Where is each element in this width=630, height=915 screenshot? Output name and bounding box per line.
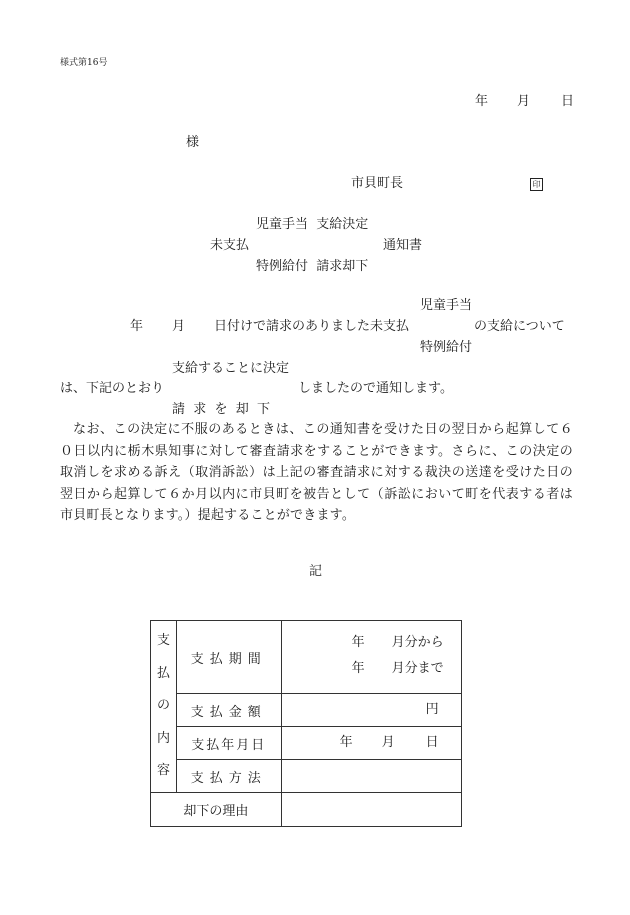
amount-field[interactable] [281, 694, 461, 727]
payment-method-label: 支払方法 [176, 760, 281, 793]
title-line-2-left: 未支払 [210, 238, 250, 253]
payment-details-table [150, 620, 462, 827]
body-option-approve: 支給することに決定 [172, 361, 290, 376]
period-field[interactable] [281, 621, 461, 694]
appeal-notice: なお、この決定に不服のあるときは、この通知書を受けた日の翌日から起算して６０日以内に栃木県知事に対して審査請求をすることができます。さらに、この決定の取消しを求める訴え（取消訴訟）は上記の審査請求に対する裁決の送達を受けた日の翌日から起算して６か月以内に市貝町を被告として（訴訟において町を代表する者は市貝町長となります。）提起することができます。 [60, 422, 573, 523]
body-month: 月 [172, 319, 186, 334]
period-from-year: 年 [351, 635, 365, 650]
body-decision-end: しましたので通知します。 [298, 381, 453, 396]
ki-heading: 記 [309, 564, 323, 579]
seal-glyph: 印 [530, 178, 543, 191]
payment-method-field[interactable] [281, 760, 461, 793]
issuer-title: 市貝町長 [351, 176, 404, 191]
payment-contents-group-label: 支 払 の 内 容 [151, 621, 177, 793]
seal-mark [530, 175, 543, 193]
payment-date-day: 日 [425, 735, 439, 750]
body-option-jidou: 児童手当 [420, 298, 473, 313]
payment-date-field[interactable] [281, 727, 461, 760]
period-to-suffix: 月分まで [391, 661, 444, 676]
body-request-text: 日付けで請求のありました未支払 [214, 319, 410, 334]
date-month: 月 [517, 94, 531, 109]
body-year: 年 [130, 319, 144, 334]
title-line-1: 児童手当 支給決定 [256, 217, 369, 232]
title-line-3: 特例給付 請求却下 [256, 259, 369, 274]
period-label: 支払期間 [176, 621, 281, 694]
body-option-tokurei: 特例給付 [420, 340, 473, 355]
title-line-2-right: 通知書 [383, 238, 423, 253]
payment-date-year: 年 [339, 735, 353, 750]
body-option-reject: 請 求 を 却 下 [172, 402, 271, 417]
amount-unit: 円 [425, 702, 439, 717]
payment-date-month: 月 [381, 735, 395, 750]
body-decision-start: は、下記のとおり [60, 381, 165, 396]
rejection-reason-label: 却下の理由 [151, 793, 282, 827]
period-from-suffix: 月分から [391, 635, 444, 650]
period-to-year: 年 [351, 661, 365, 676]
amount-label: 支払金額 [176, 694, 281, 727]
date-day: 日 [561, 94, 575, 109]
addressee-suffix: 様 [186, 135, 200, 150]
form-number: 様式第16号 [60, 58, 108, 68]
rejection-reason-field[interactable] [281, 793, 461, 827]
date-year: 年 [475, 94, 489, 109]
payment-date-label: 支払年月日 [176, 727, 281, 760]
body-payment-text: の支給について [474, 319, 565, 334]
